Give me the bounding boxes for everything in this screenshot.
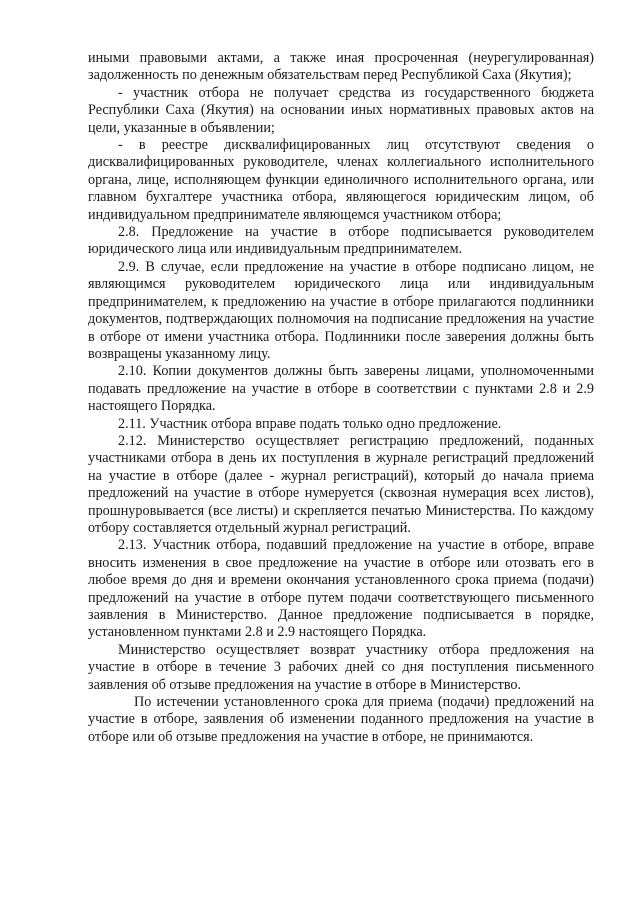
document-page (88, 50, 594, 746)
paragraph-2-13: 2.13. Участник отбора, подавший предложение на участие в отборе, вправе вносить изменения в свое предложение на участие в отборе или отозвать его в любое время до дня и времени окончания установленного срока приема (подачи) предложений на участие в отборе путем подачи соответствующего письменного заявления в Министерство. Данное предложение подписывается в порядке, установленном пунктами 2.8 и 2.9 настоящего Порядка. (88, 537, 594, 641)
paragraph-debt-continuation: иными правовыми актами, а также иная просроченная (неурегулированная) задолженность по денежным обязательствам перед Республикой Саха (Якутия); (88, 50, 594, 84)
paragraph-2-8: 2.8. Предложение на участие в отборе подписывается руководителем юридического лица или индивидуальным предпринимателем. (88, 224, 594, 258)
paragraph-2-11: 2.11. Участник отбора вправе подать только одно предложение. (118, 415, 502, 432)
paragraph-no-budget-funds: - участник отбора не получает средства из государственного бюджета Республики Саха (Якутия) на основании иных нормативных правовых актов на цели, указанные в объявлении; (88, 84, 594, 136)
paragraph-disqualified-registry: - в реестре дисквалифицированных лиц отсутствуют сведения о дисквалифицированных руководителе, членах коллегиального исполнительного органа, лице, исполняющем функции единоличного исполнительного органа, или главном бухгалтере участника отбора, являющегося юридическим лицом, об индивидуальном предпринимателе являющемся участником отбора; (88, 137, 594, 223)
paragraph-deadline: По истечении установленного срока для приема (подачи) предложений на участие в отборе, заявления об изменении поданного предложения на участие в отборе или об отзыве предложения на участие в отборе, не принимаются. (88, 694, 594, 745)
paragraph-2-10: 2.10. Копии документов должны быть заверены лицами, уполномоченными подавать предложение на участие в отборе в соответствии с пунктами 2.8 и 2.9 настоящего Порядка. (88, 363, 594, 415)
paragraph-return: Министерство осуществляет возврат участнику отбора предложения на участие в отборе в течение 3 рабочих дней со дня поступления письменного заявления об отзыве предложения на участие в отборе в Министерство. (88, 641, 594, 693)
paragraph-2-12: 2.12. Министерство осуществляет регистрацию предложений, поданных участниками отбора в день их поступления в журнале регистраций предложений на участие в отборе (далее - журнал регистраций), который до начала приема предложений на участие в отборе нумеруется (сквозная нумерация всех листов), прошнуровывается (все листы) и скрепляется печатью Министерства. По каждому отбору составляется отдельный журнал регистраций. (88, 432, 594, 536)
paragraph-2-9: 2.9. В случае, если предложение на участие в отборе подписано лицом, не являющимся руководителем юридического лица или индивидуальным предпринимателем, к предложению на участие в отборе прилагаются подлинники документов, подтверждающих полномочия на подписание предложения на участие в отборе от имени участника отбора. Подлинники после заверения должны быть возвращены указанному лицу. (88, 258, 594, 362)
